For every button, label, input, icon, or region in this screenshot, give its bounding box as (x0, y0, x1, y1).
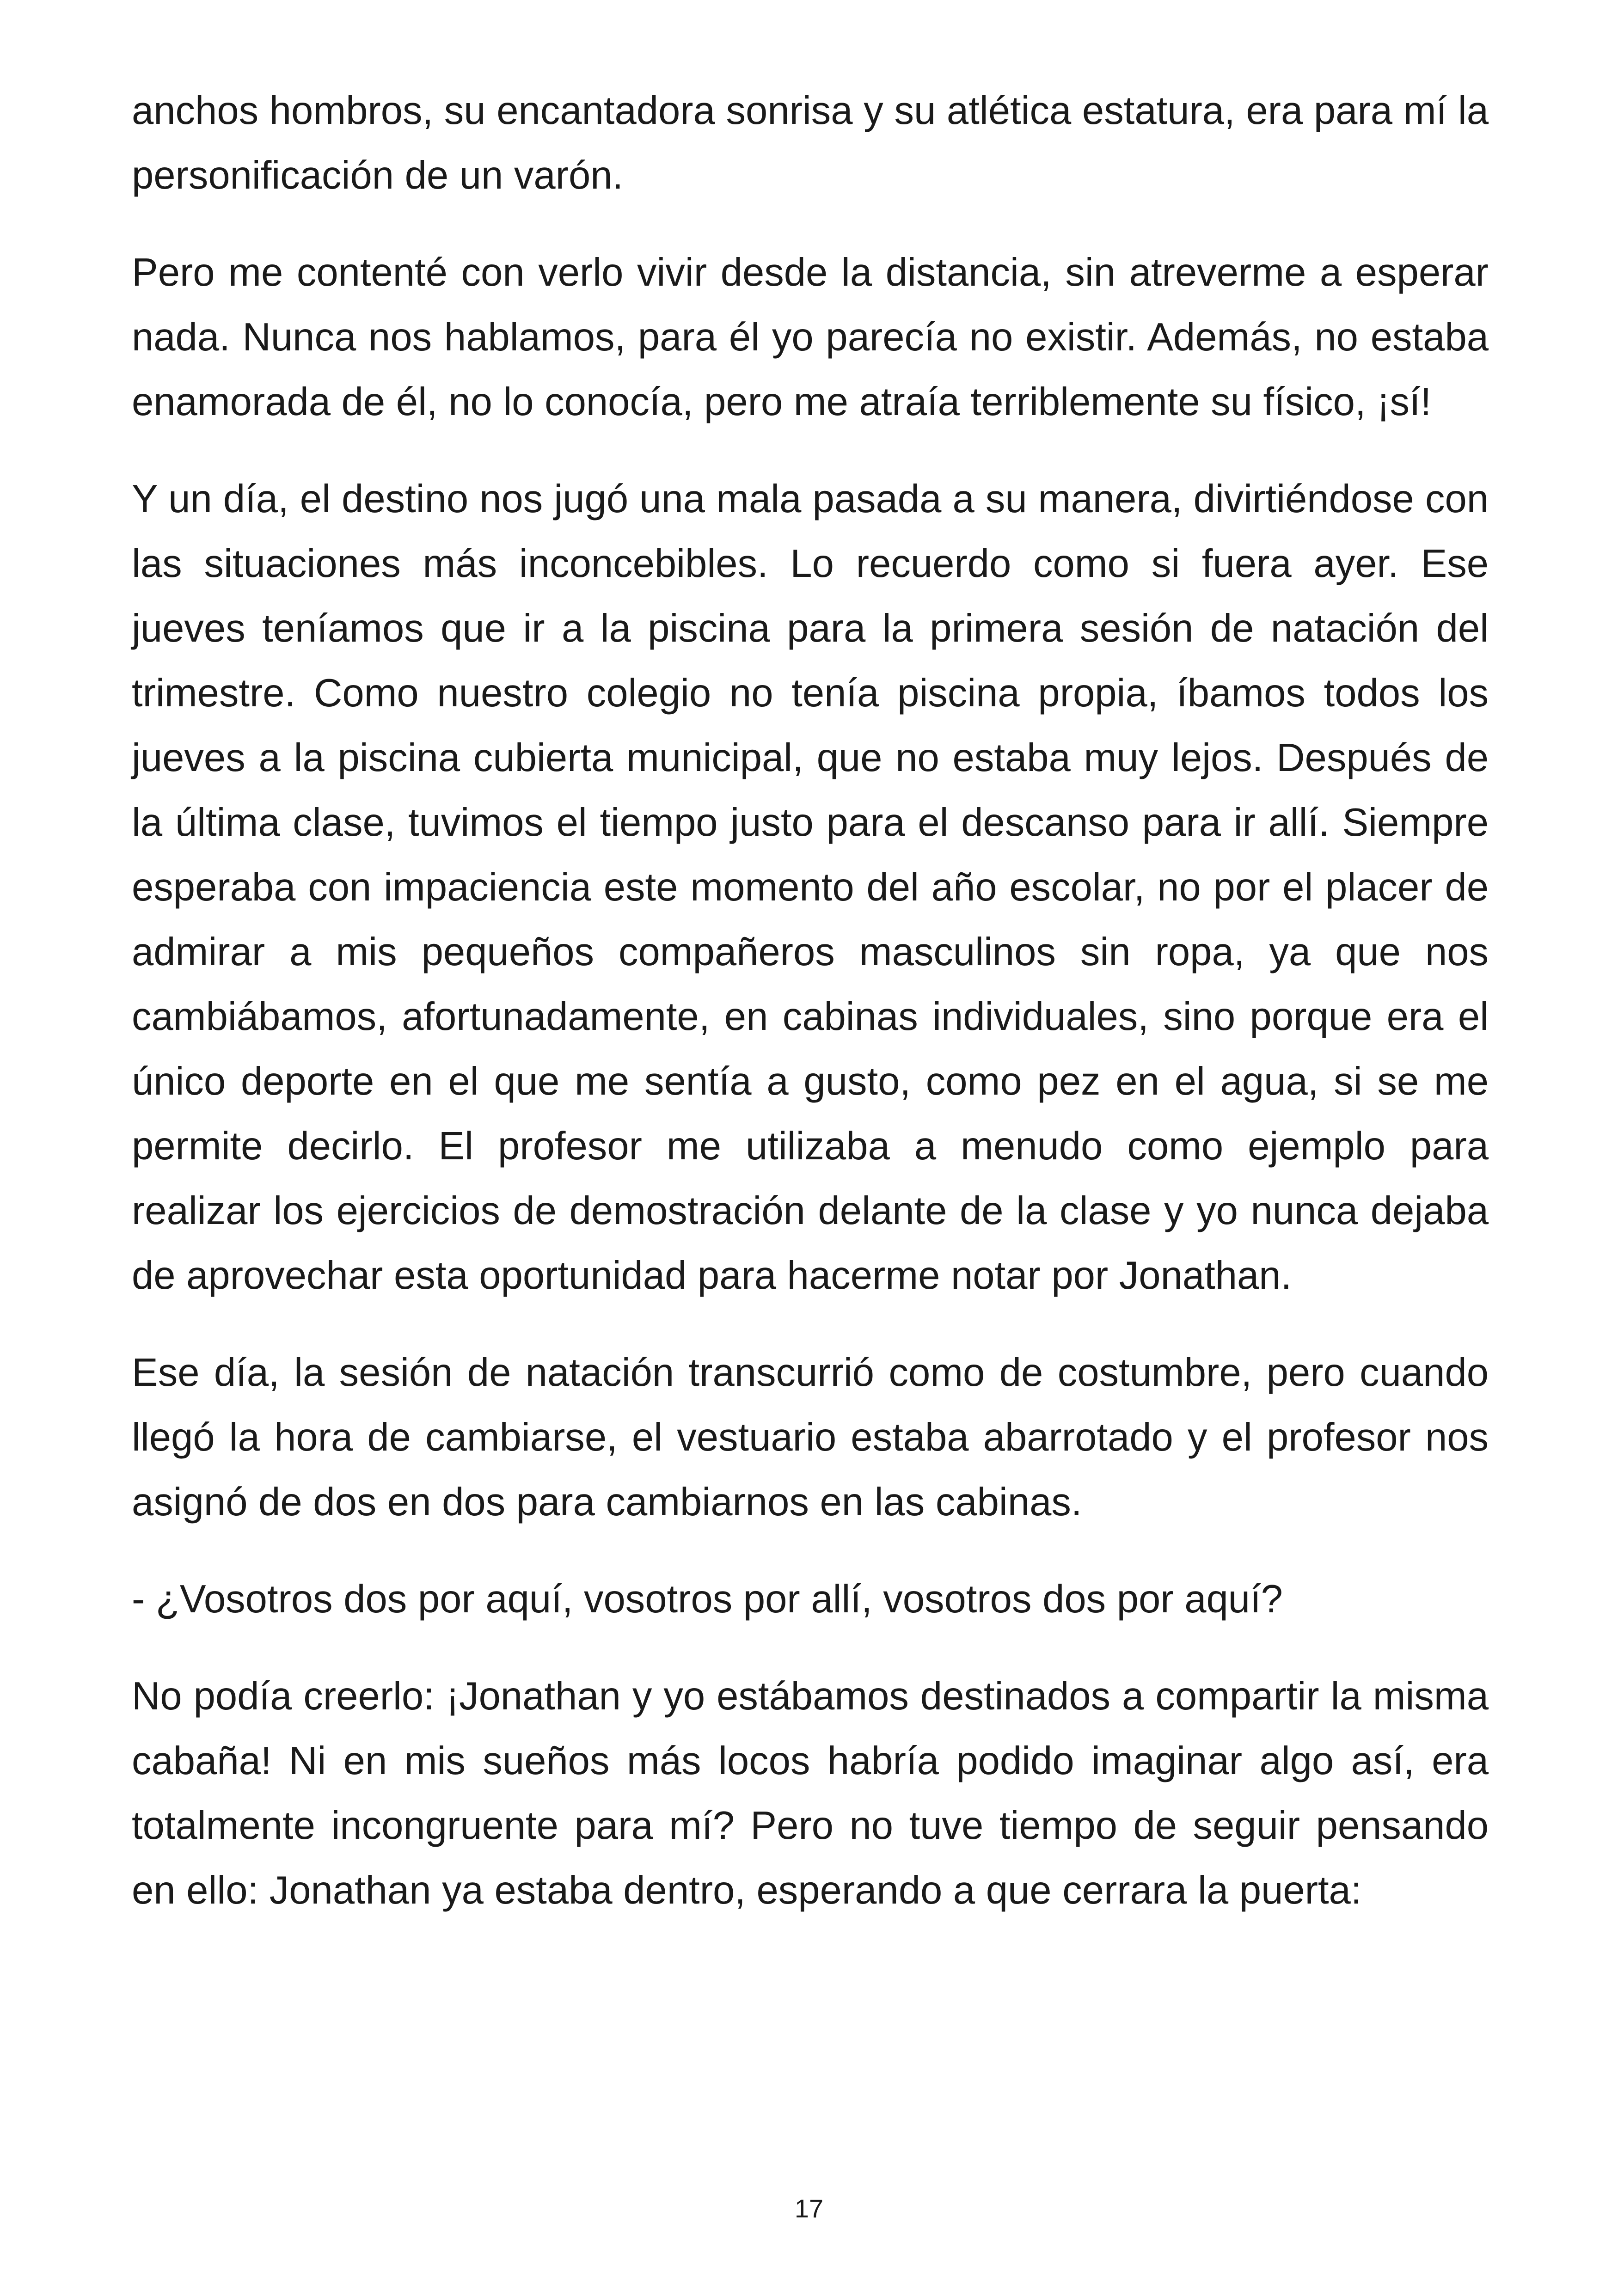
paragraph-4: Ese día, la sesión de natación transcurrió como de costumbre, pero cuando llegó la hora de cambiarse, el vestuario estaba abarrotado y el profesor nos asignó de dos en dos para cambiarnos en las cabinas. (132, 1351, 1489, 1524)
body-text (132, 79, 1489, 1955)
paragraph-5-dialogue: - ¿Vosotros dos por aquí, vosotros por allí, vosotros dos por aquí? (132, 1577, 1283, 1621)
page-number: 17 (794, 2194, 824, 2223)
paragraph-1: anchos hombros, su encantadora sonrisa y su atlética estatura, era para mí la personificación de un varón. (132, 89, 1489, 197)
paragraph-6: No podía creerlo: ¡Jonathan y yo estábamos destinados a compartir la misma cabaña! Ni en mis sueños más locos habría podido imaginar algo así, era totalmente incongruente para mí? Pero no tuve tiempo de seguir pensando en ello: Jonathan ya estaba dentro, esperando a que cerrara la puerta: (132, 1674, 1489, 1912)
paragraph-3: Y un día, el destino nos jugó una mala pasada a su manera, divirtiéndose con las situaciones más inconcebibles. Lo recuerdo como si fuera ayer. Ese jueves teníamos que ir a la piscina para la primera sesión de natación del trimestre. Como nuestro colegio no tenía piscina propia, íbamos todos los jueves a la piscina cubierta municipal, que no estaba muy lejos. Después de la última clase, tuvimos el tiempo justo para el descanso para ir allí. Siempre esperaba con impaciencia este momento del año escolar, no por el placer de admirar a mis pequeños compañeros masculinos sin ropa, ya que nos cambiábamos, afortunadamente, en cabinas individuales, sino porque era el único deporte en el que me sentía a gusto, como pez en el agua, si se me permite decirlo. El profesor me utilizaba a menudo como ejemplo para realizar los ejercicios de demostración delante de la clase y yo nunca dejaba de aprovechar esta oportunidad para hacerme notar por Jonathan. (132, 477, 1489, 1298)
paragraph-2: Pero me contenté con verlo vivir desde la distancia, sin atreverme a esperar nada. Nunca nos hablamos, para él yo parecía no existir. Además, no estaba enamorada de él, no lo conocía, pero me atraía terriblemente su físico, ¡sí! (132, 251, 1489, 424)
